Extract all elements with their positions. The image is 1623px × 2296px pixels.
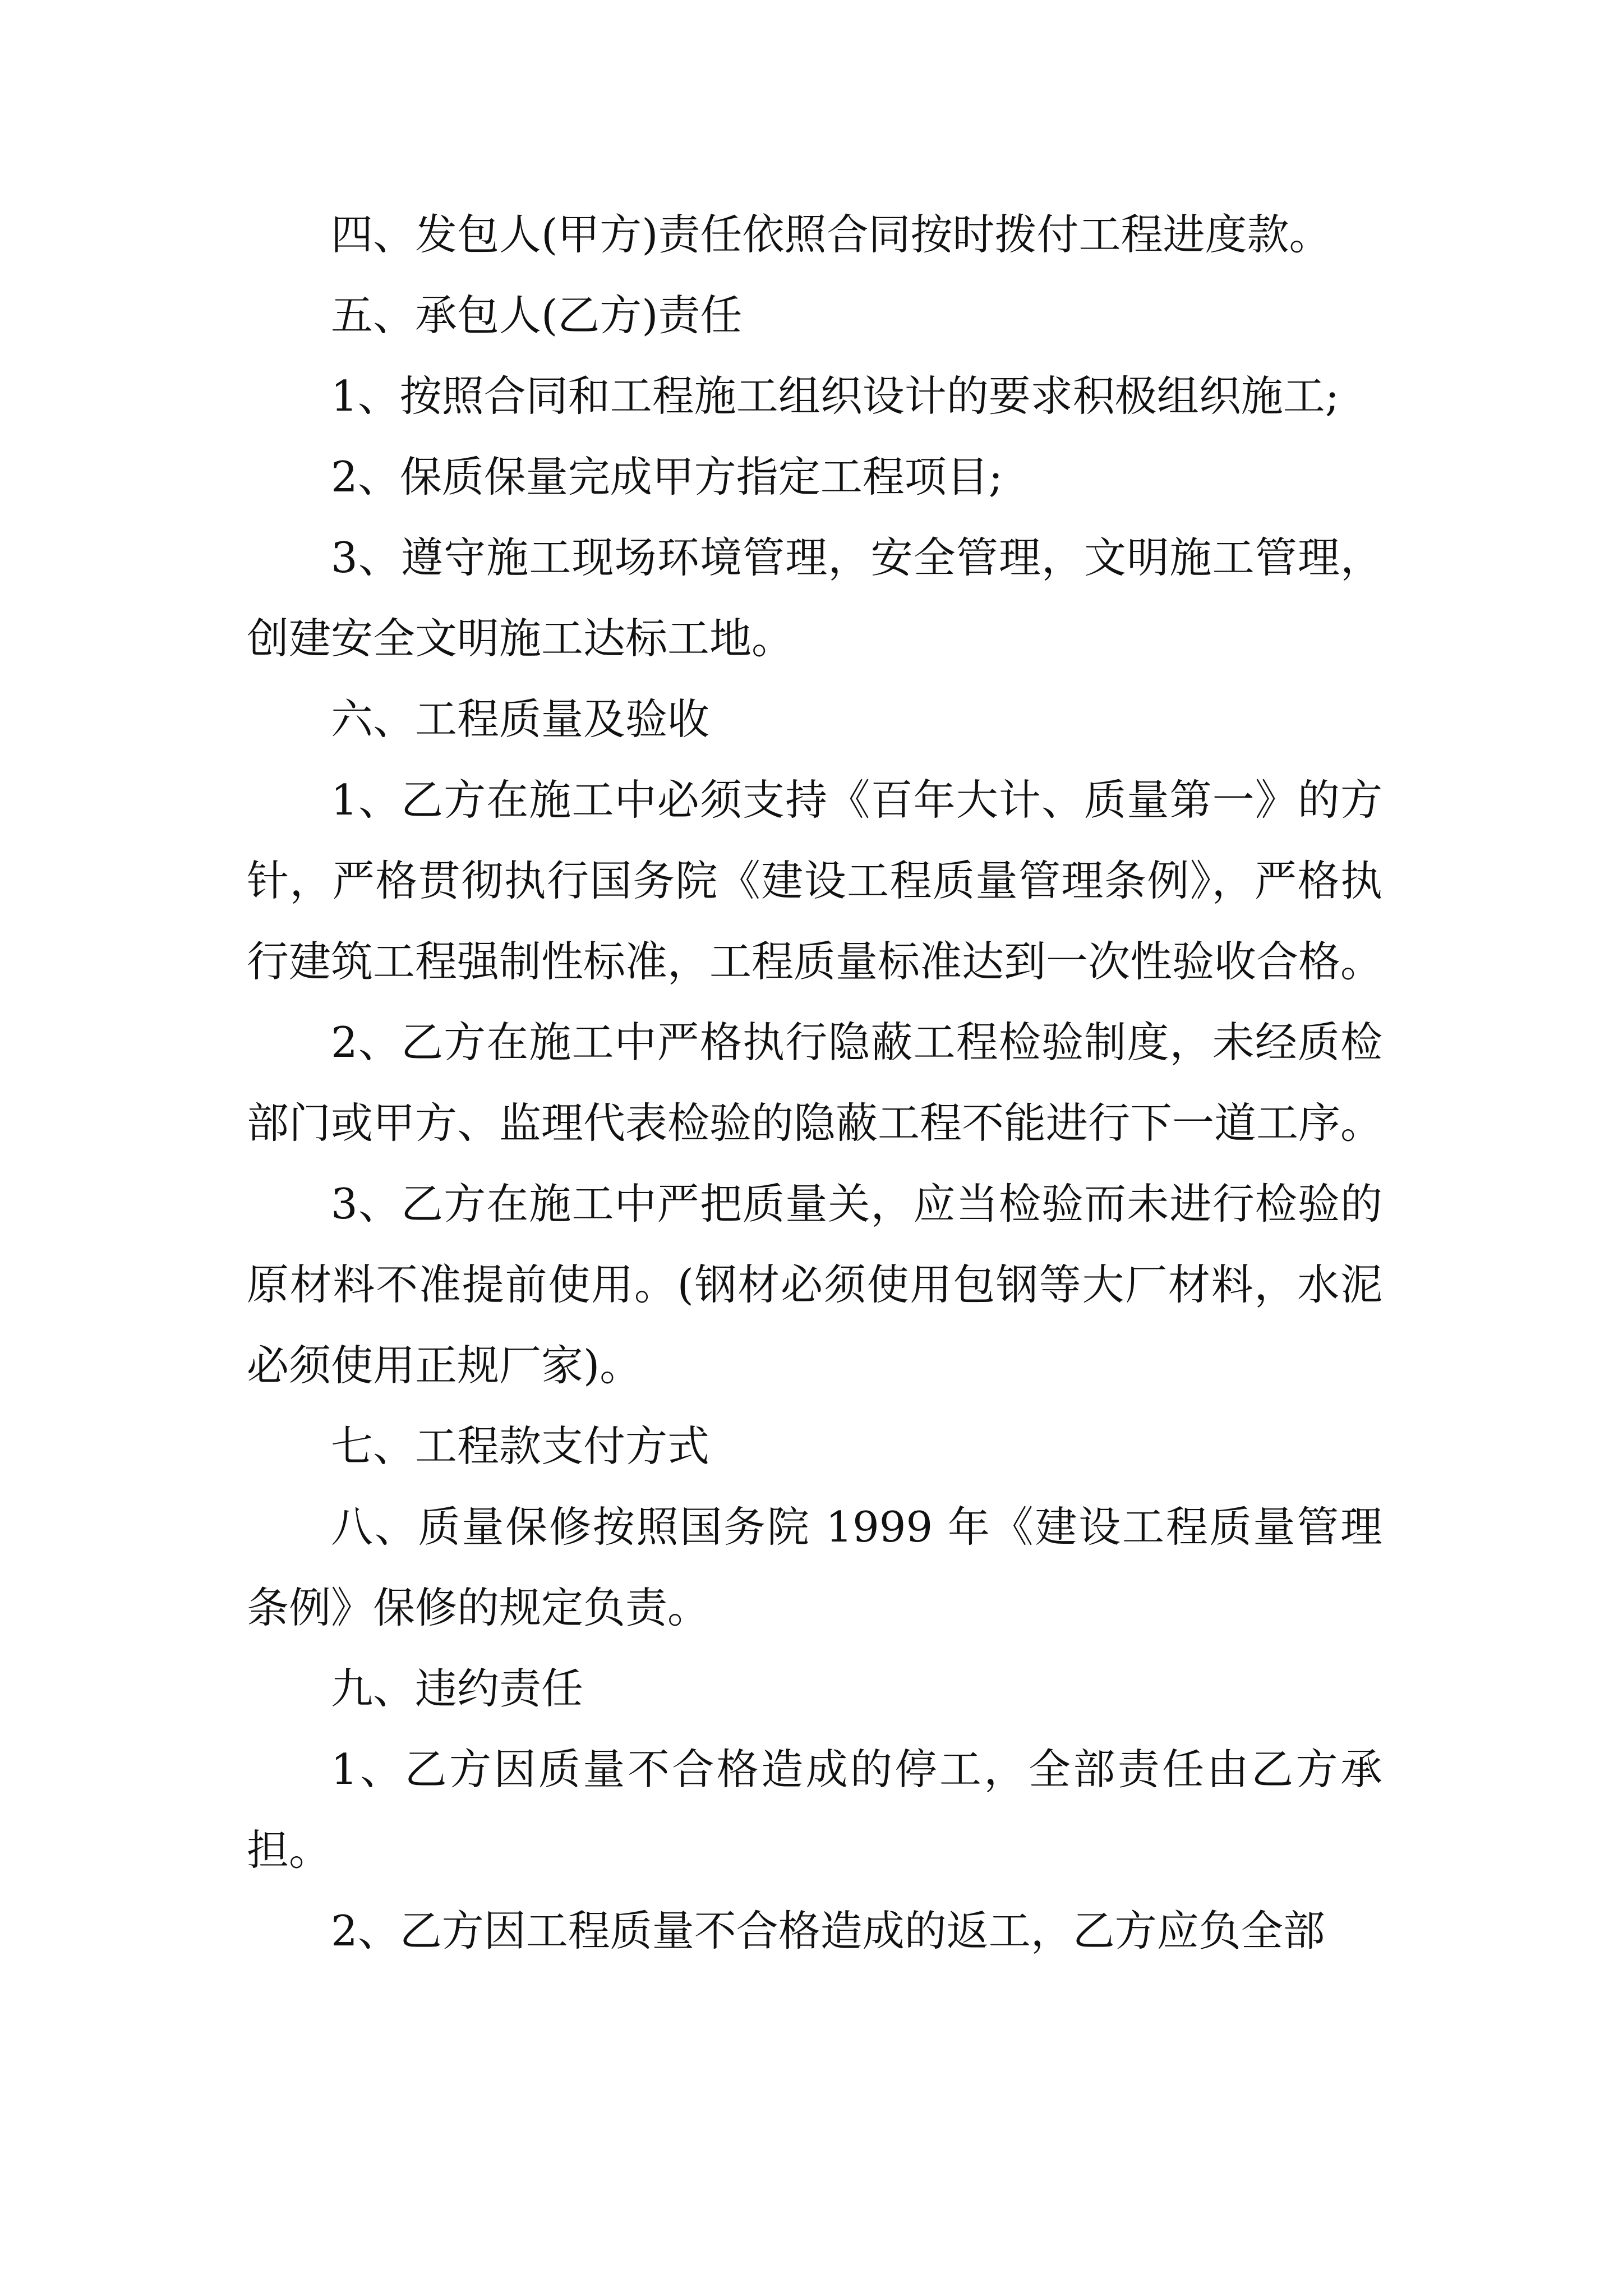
clause-5-heading: 五、承包人(乙方)责任: [331, 291, 743, 340]
document-body: [247, 194, 1382, 1971]
clause-4-employer-responsibility: 四、发包人(甲方)责任依照合同按时拨付工程进度款。: [331, 210, 1331, 259]
clause-7-heading: 七、工程款支付方式: [331, 1421, 710, 1471]
clause-5-item-3: 3、遵守施工现场环境管理，安全管理，文明施工管理，创建安全文明施工达标工地。: [247, 533, 1382, 663]
clause-8-warranty: 八、质量保修按照国务院 1999 年《建设工程质量管理条例》保修的规定负责。: [247, 1502, 1382, 1632]
clause-6-item-1: 1、乙方在施工中必须支持《百年大计、质量第一》的方针，严格贯彻执行国务院《建设工程质量管理条例》，严格执行建筑工程强制性标准，工程质量标准达到一次性验收合格。: [247, 775, 1383, 986]
clause-9-item-2: 2、乙方因工程质量不合格造成的返工，乙方应负全部: [331, 1906, 1325, 1955]
clause-6-heading: 六、工程质量及验收: [331, 694, 710, 744]
clause-9-heading: 九、违约责任: [331, 1664, 584, 1713]
clause-5-item-2: 2、保质保量完成甲方指定工程项目;: [331, 452, 1003, 501]
clause-9-item-1: 1、乙方因质量不合格造成的停工，全部责任由乙方承担。: [247, 1745, 1382, 1875]
clause-6-item-2: 2、乙方在施工中严格执行隐蔽工程检验制度，未经质检部门或甲方、监理代表检验的隐蔽工程不能进行下一道工序。: [247, 1018, 1383, 1148]
clause-6-item-3: 3、乙方在施工中严把质量关，应当检验而未进行检验的原材料不准提前使用。(钢材必须使用包钢等大厂材料，水泥必须使用正规厂家)。: [247, 1179, 1382, 1390]
clause-5-item-1: 1、按照合同和工程施工组织设计的要求积极组织施工;: [331, 371, 1339, 421]
